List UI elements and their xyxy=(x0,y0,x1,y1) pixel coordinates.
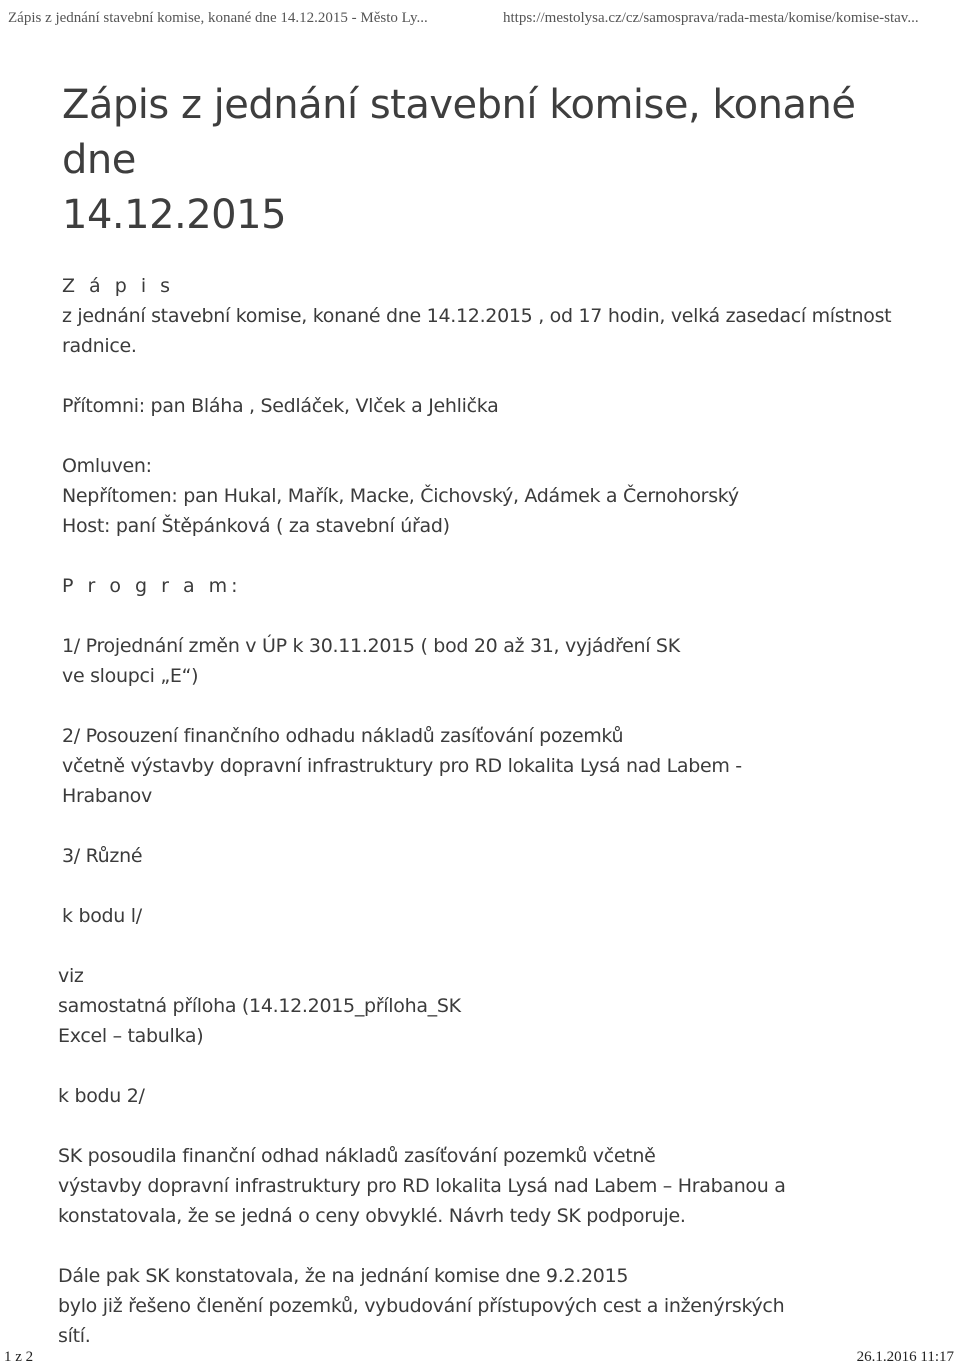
program-item-2-line3: Hrabanov xyxy=(62,785,152,807)
point-1-line3: Excel – tabulka) xyxy=(58,1025,204,1047)
excused-members: Omluven: xyxy=(62,455,152,477)
point-2-heading: k bodu 2/ xyxy=(58,1085,145,1107)
guest: Host: paní Štěpánková ( za stavební úřad) xyxy=(62,515,450,537)
print-datetime: 26.1.2016 11:17 xyxy=(856,1349,954,1365)
point-2-para2-line1: Dále pak SK konstatovala, že na jednání komise dne 9.2.2015 xyxy=(58,1265,629,1287)
point-2-para1-line3: konstatovala, že se jedná o ceny obvyklé. Návrh tedy SK podporuje. xyxy=(58,1205,686,1227)
program-item-2-line2: včetně výstavby dopravní infrastruktury pro RD lokalita Lysá nad Labem - xyxy=(62,755,742,777)
point-2-para1-line2: výstavby dopravní infrastruktury pro RD lokalita Lysá nad Labem – Hrabanou a xyxy=(58,1175,786,1197)
program-item-3: 3/ Různé xyxy=(62,845,143,867)
program-item-1-line1: 1/ Projednání změn v ÚP k 30.11.2015 ( bod 20 až 31, vyjádření SK xyxy=(62,635,680,657)
point-2-para1-line1: SK posoudila finanční odhad nákladů zasíťování pozemků včetně xyxy=(58,1145,656,1167)
page-title-line2: 14.12.2015 xyxy=(62,192,287,238)
point-2-para2-line2: bylo již řešeno členění pozemků, vybudování přístupových cest a inženýrských xyxy=(58,1295,785,1317)
program-item-1-line2: ve sloupci „E“) xyxy=(62,665,199,687)
document-heading: Z á p i s xyxy=(62,275,175,297)
point-1-line1: viz xyxy=(58,965,84,987)
print-footer xyxy=(4,1349,954,1369)
print-header-title: Zápis z jednání stavební komise, konané dne 14.12.2015 - Město Ly... xyxy=(8,10,428,26)
present-members: Přítomni: pan Bláha , Sedláček, Vlček a Jehlička xyxy=(62,395,499,417)
print-header-url: https://mestolysa.cz/cz/samosprava/rada-mesta/komise/komise-stav... xyxy=(503,10,919,26)
point-1-line2: samostatná příloha (14.12.2015_příloha_SK xyxy=(58,995,461,1017)
absent-members: Nepřítomen: pan Hukal, Mařík, Macke, Čichovský, Adámek a Černohorský xyxy=(62,485,739,507)
document-body xyxy=(58,271,918,1351)
page-title xyxy=(58,78,918,243)
page-title-line1: Zápis z jednání stavební komise, konané dne xyxy=(62,82,856,183)
print-header xyxy=(8,10,956,32)
program-heading: P r o g r a m: xyxy=(62,575,242,597)
point-1-heading: k bodu l/ xyxy=(62,905,142,927)
page-number: 1 z 2 xyxy=(4,1349,34,1365)
intro-line1: z jednání stavební komise, konané dne 14.12.2015 , od 17 hodin, velká zasedací místnost xyxy=(62,305,892,327)
program-item-2-line1: 2/ Posouzení finančního odhadu nákladů zasíťování pozemků xyxy=(62,725,624,747)
point-2-para2-line3: sítí. xyxy=(58,1325,91,1347)
intro-line2: radnice. xyxy=(62,335,137,357)
document-content xyxy=(58,78,918,1351)
